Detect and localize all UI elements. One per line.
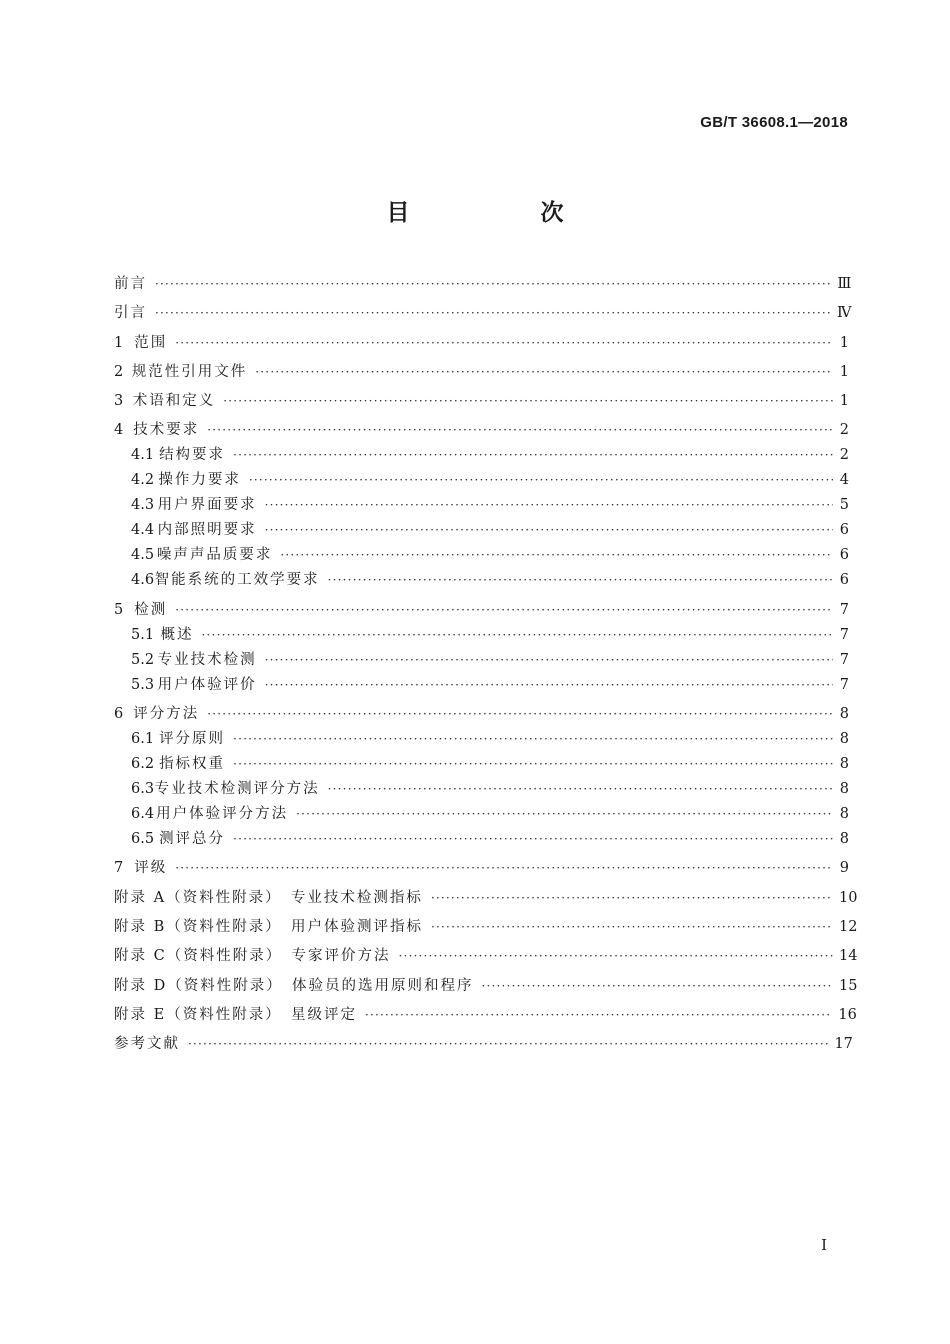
toc-entry-page: 12 <box>839 918 858 935</box>
toc-entry-page: 5 <box>839 497 849 514</box>
toc-entry-number: 6.1 <box>131 731 155 748</box>
toc-entry-page: 7 <box>839 601 849 618</box>
toc-entry[interactable] <box>114 650 849 670</box>
dot-leader <box>233 445 833 465</box>
toc-entry-label: 术语和定义 <box>132 393 216 410</box>
toc-entry-page: 8 <box>839 806 849 823</box>
toc-entry-page: 2 <box>839 422 849 439</box>
dot-leader <box>365 1005 832 1025</box>
toc-entry-number: 5.1 <box>131 626 155 643</box>
toc-entry-label: 噪声声品质要求 <box>156 547 273 564</box>
toc-entry-page: 7 <box>839 676 849 693</box>
dot-leader <box>280 545 833 565</box>
dot-leader <box>233 829 833 849</box>
toc-entry-page: 10 <box>839 889 858 906</box>
toc-entry-page: 16 <box>838 1006 857 1023</box>
toc-entry[interactable] <box>114 470 849 490</box>
dot-leader <box>155 303 831 323</box>
page-title: 目 次 <box>386 200 618 226</box>
toc-entry-page: 1 <box>839 363 849 380</box>
toc-entry-number: 4.3 <box>131 497 155 514</box>
toc-entry[interactable] <box>114 976 858 996</box>
toc-entry[interactable] <box>114 704 849 724</box>
dot-leader <box>431 888 833 908</box>
toc-entry-page: 7 <box>839 626 849 643</box>
toc-entry-label: 操作力要求 <box>158 472 241 489</box>
dot-leader <box>398 946 833 966</box>
toc-entry-label: 概述 <box>160 626 194 643</box>
toc-entry[interactable] <box>114 888 858 908</box>
toc-entry[interactable] <box>114 1034 853 1054</box>
toc-entry-label: 附录 B（资料性附录） 用户体验测评指标 <box>114 918 424 935</box>
toc-entry-label: 技术要求 <box>133 422 200 439</box>
toc-entry-label: 指标权重 <box>159 756 226 773</box>
dot-leader <box>202 625 833 645</box>
toc-entry[interactable] <box>114 303 852 323</box>
toc-entry[interactable] <box>114 625 849 645</box>
toc-entry-label: 范围 <box>134 334 168 351</box>
toc-entry-page: 6 <box>839 547 849 564</box>
toc-entry-label: 参考文献 <box>114 1036 180 1053</box>
toc-entry-label: 规范性引用文件 <box>131 363 248 380</box>
toc-entry-number: 6.4 <box>131 806 155 823</box>
toc-entry-number: 6 <box>114 706 124 723</box>
toc-entry-number: 1 <box>114 334 124 351</box>
toc-entry-label: 智能系统的工效学要求 <box>154 572 320 589</box>
dot-leader <box>175 333 833 353</box>
toc-entry[interactable] <box>114 1005 857 1025</box>
toc-entry-number: 6.3 <box>131 781 155 798</box>
toc-entry[interactable] <box>114 675 849 695</box>
toc-entry-page: 1 <box>839 334 849 351</box>
toc-entry-label: 附录 C（资料性附录） 专家评价方法 <box>114 948 391 965</box>
toc-entry[interactable] <box>114 391 849 411</box>
toc-entry[interactable] <box>114 333 849 353</box>
page-number: Ⅰ <box>821 1236 827 1254</box>
dot-leader <box>328 570 833 590</box>
toc-entry[interactable] <box>114 445 849 465</box>
toc-entry-number: 4 <box>114 422 124 439</box>
toc-entry[interactable] <box>114 917 858 937</box>
toc-entry[interactable] <box>114 600 849 620</box>
toc-entry-label: 附录 E（资料性附录） 星级评定 <box>114 1006 357 1023</box>
toc-entry[interactable] <box>114 495 849 515</box>
toc-entry-label: 评分方法 <box>133 706 200 723</box>
toc-entry-number: 5.2 <box>131 651 155 668</box>
toc-entry[interactable] <box>114 779 849 799</box>
toc-entry-label: 用户体验评分方法 <box>156 806 289 823</box>
toc-entry-number: 5.3 <box>131 676 155 693</box>
toc-entry-page: Ⅳ <box>836 305 852 322</box>
toc-entry-number: 5 <box>114 601 124 618</box>
dot-leader <box>223 391 833 411</box>
table-of-contents <box>114 270 858 1054</box>
toc-entry-page: 15 <box>839 977 858 994</box>
toc-entry-page: 8 <box>839 706 849 723</box>
toc-entry-label: 用户体验评价 <box>157 676 257 693</box>
toc-entry-page: 8 <box>839 756 849 773</box>
toc-entry-label: 用户界面要求 <box>157 497 257 514</box>
dot-leader <box>249 470 833 490</box>
toc-entry-page: 6 <box>839 572 849 589</box>
toc-entry-number: 7 <box>114 860 124 877</box>
dot-leader <box>265 495 833 515</box>
toc-entry-number: 4.6 <box>131 572 155 589</box>
toc-entry-page: 4 <box>839 472 849 489</box>
toc-entry-label: 检测 <box>134 601 168 618</box>
dot-leader <box>431 917 833 937</box>
dot-leader <box>328 779 833 799</box>
toc-entry[interactable] <box>114 858 849 878</box>
dot-leader <box>155 274 831 294</box>
toc-entry[interactable] <box>114 829 849 849</box>
toc-entry-page: 14 <box>839 948 858 965</box>
toc-entry[interactable] <box>114 570 849 590</box>
toc-entry[interactable] <box>114 545 849 565</box>
dot-leader <box>255 362 833 382</box>
toc-entry[interactable] <box>114 362 849 382</box>
standard-code: GB/T 36608.1—2018 <box>700 114 848 131</box>
toc-entry-page: 7 <box>839 651 849 668</box>
toc-entry[interactable] <box>114 754 849 774</box>
toc-entry[interactable] <box>114 804 849 824</box>
toc-entry-number: 6.2 <box>131 756 155 773</box>
toc-entry-number: 4.1 <box>131 447 155 464</box>
dot-leader <box>265 650 833 670</box>
toc-entry-label: 专业技术检测评分方法 <box>154 781 320 798</box>
toc-entry-page: 8 <box>839 781 849 798</box>
toc-entry-label: 前言 <box>114 276 147 292</box>
dot-leader <box>175 858 833 878</box>
toc-entry-number: 3 <box>114 393 124 410</box>
toc-entry-page: 17 <box>834 1036 853 1053</box>
toc-entry-page: 2 <box>839 447 849 464</box>
toc-entry-number: 4.4 <box>131 522 155 539</box>
toc-entry-label: 附录 D（资料性附录） 体验员的选用原则和程序 <box>114 977 474 994</box>
toc-entry-label: 内部照明要求 <box>157 522 257 539</box>
toc-entry-number: 4.2 <box>131 472 155 489</box>
toc-entry[interactable] <box>114 274 852 294</box>
dot-leader <box>296 804 833 824</box>
dot-leader <box>207 420 833 440</box>
dot-leader <box>175 600 833 620</box>
toc-entry[interactable] <box>114 729 849 749</box>
toc-entry[interactable] <box>114 520 849 540</box>
toc-entry-page: 1 <box>839 393 849 410</box>
dot-leader <box>265 675 833 695</box>
toc-entry-page: 6 <box>839 522 849 539</box>
dot-leader <box>233 729 833 749</box>
toc-entry-label: 评级 <box>134 860 168 877</box>
toc-entry[interactable] <box>114 420 849 440</box>
toc-entry-page: 8 <box>839 731 849 748</box>
toc-entry-label: 评分原则 <box>159 731 226 748</box>
toc-entry-number: 2 <box>114 363 124 380</box>
toc-entry-label: 引言 <box>114 305 147 322</box>
toc-entry-page: 8 <box>839 831 849 848</box>
toc-entry[interactable] <box>114 946 858 966</box>
toc-entry-label: 测评总分 <box>159 831 226 848</box>
toc-entry-label: 结构要求 <box>159 447 226 464</box>
toc-entry-page: Ⅲ <box>837 276 852 292</box>
toc-entry-number: 6.5 <box>131 831 155 848</box>
toc-entry-label: 附录 A（资料性附录） 专业技术检测指标 <box>114 889 423 906</box>
dot-leader <box>265 520 833 540</box>
toc-entry-number: 4.5 <box>131 547 155 564</box>
toc-entry-label: 专业技术检测 <box>157 651 257 668</box>
dot-leader <box>481 976 833 996</box>
toc-entry-page: 9 <box>839 860 849 877</box>
dot-leader <box>207 704 833 724</box>
dot-leader <box>233 754 833 774</box>
dot-leader <box>188 1034 828 1054</box>
